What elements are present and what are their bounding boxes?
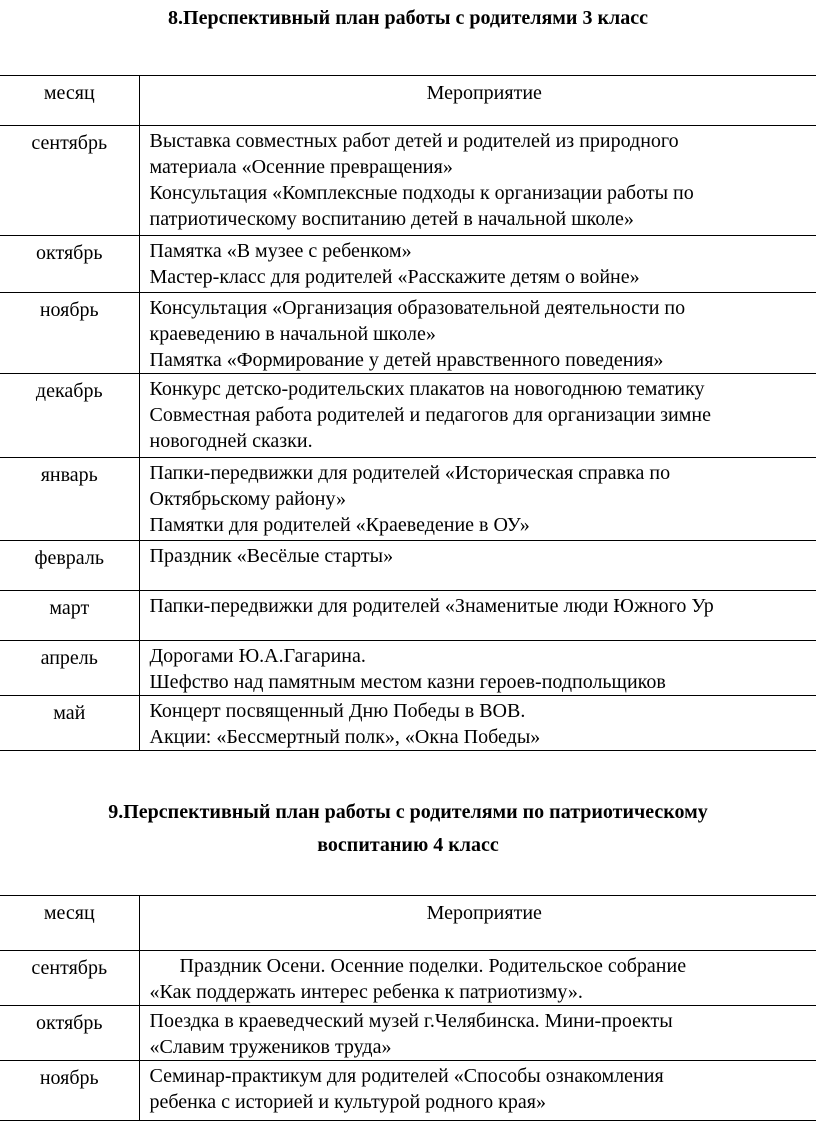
event-line: Акции: «Бессмертный полк», «Окна Победы» [150,724,816,750]
event-cell [139,293,816,374]
event-line: Выставка совместных работ детей и родителей из природного [150,128,816,154]
event-line: «Как поддержать интерес ребенка к патриотизму». [150,979,816,1005]
event-line: Концерт посвященный Дню Победы в ВОВ. [150,698,816,724]
table-row [0,696,816,751]
month-cell: апрель [0,641,139,696]
month-cell: сентябрь [0,126,139,236]
month-cell: декабрь [0,374,139,458]
table-row [0,951,816,1006]
table-row [0,1006,816,1061]
event-line: Памятка «Формирование у детей нравственного поведения» [150,347,816,373]
event-cell [139,541,816,591]
table-row [0,126,816,236]
event-cell [139,236,816,293]
event-line: Праздник Осени. Осенние поделки. Родительское собрание [150,953,816,979]
event-line: патриотическому воспитанию детей в начальной школе» [150,206,816,232]
header-event: Мероприятие [139,896,816,951]
event-line: Поездка в краеведческий музей г.Челябинска. Мини-проекты [150,1008,816,1034]
header-month: месяц [0,76,139,126]
event-line: Памятки для родителей «Краеведение в ОУ» [150,512,816,538]
table-row [0,458,816,541]
header-event: Мероприятие [139,76,816,126]
table-row [0,1061,816,1121]
event-cell [139,1061,816,1121]
event-line: Памятка «В музее с ребенком» [150,238,816,264]
event-cell [139,1006,816,1061]
event-line: Октябрьскому району» [150,486,816,512]
event-line: Праздник «Весёлые старты» [150,543,816,569]
event-cell [139,591,816,641]
event-cell [139,641,816,696]
event-cell [139,458,816,541]
table-header-row [0,76,816,126]
month-cell: февраль [0,541,139,591]
plan-table-grade-4 [0,895,816,1121]
month-cell: март [0,591,139,641]
section-2-title-line-1: 9.Перспективный план работы с родителями по патриотическому [0,796,816,829]
event-line: «Славим тружеников труда» [150,1034,816,1060]
month-cell: ноябрь [0,293,139,374]
month-cell: май [0,696,139,751]
event-line: Семинар-практикум для родителей «Способы ознакомления [150,1063,816,1089]
event-line: Консультация «Комплексные подходы к организации работы по [150,180,816,206]
event-cell [139,374,816,458]
header-month: месяц [0,896,139,951]
month-cell: ноябрь [0,1061,139,1121]
event-line: Конкурс детско-родительских плакатов на новогоднюю тематику [150,376,816,402]
table-header-row [0,896,816,951]
event-line: Шефство над памятным местом казни героев-подпольщиков [150,669,816,695]
table-row [0,591,816,641]
event-line: материала «Осенние превращения» [150,154,816,180]
month-cell: январь [0,458,139,541]
plan-table-grade-3 [0,75,816,751]
event-line: новогодней сказки. [150,428,816,454]
section-2-title [0,796,816,862]
month-cell: сентябрь [0,951,139,1006]
month-cell: октябрь [0,1006,139,1061]
event-line: краеведению в начальной школе» [150,321,816,347]
table-row [0,293,816,374]
event-cell [139,696,816,751]
table-row [0,641,816,696]
table-row [0,541,816,591]
event-line: ребенка с историей и культурой родного края» [150,1089,816,1115]
event-line: Папки-передвижки для родителей «Знаменитые люди Южного Ур [150,593,816,619]
event-line: Консультация «Организация образовательной деятельности по [150,295,816,321]
event-line: Совместная работа родителей и педагогов для организации зимне [150,402,816,428]
section-1-title: 8.Перспективный план работы с родителями 3 класс [0,2,816,35]
table-row [0,374,816,458]
event-cell [139,951,816,1006]
section-2-title-line-2: воспитанию 4 класс [0,829,816,862]
table-row [0,236,816,293]
month-cell: октябрь [0,236,139,293]
event-line: Папки-передвижки для родителей «Историческая справка по [150,460,816,486]
event-cell [139,126,816,236]
event-line: Мастер-класс для родителей «Расскажите детям о войне» [150,264,816,290]
event-line: Дорогами Ю.А.Гагарина. [150,643,816,669]
